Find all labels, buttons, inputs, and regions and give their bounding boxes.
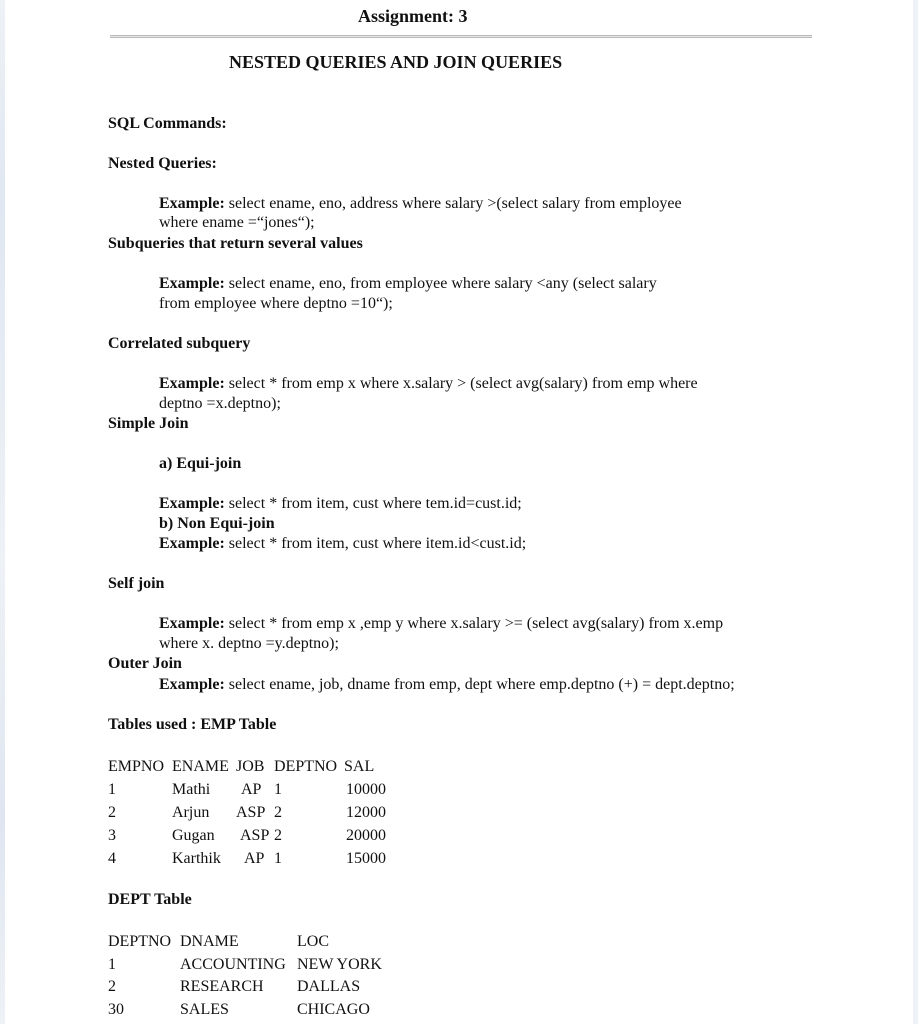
non-equi-join-heading: b) Non Equi-join: [159, 515, 275, 532]
page-edge-right: [913, 0, 918, 1024]
example-label: Example:: [159, 195, 225, 212]
emp-cell: 2: [108, 804, 116, 821]
non-equi-example: [159, 534, 526, 554]
example-label: Example:: [159, 495, 225, 512]
nested-example-line-2: where ename =“jones“);: [159, 214, 315, 231]
example-label: Example:: [159, 615, 225, 632]
non-equi-example-text: select * from item, cust where item.id<cust.id;: [224, 535, 527, 552]
dept-cell: DALLAS: [297, 978, 361, 995]
self-example-text: select * from emp x ,emp y where x.salary >= (select avg(salary) from x.emp: [224, 615, 724, 632]
emp-cell: 3: [108, 827, 116, 844]
emp-cell: 1: [274, 781, 282, 798]
emp-cell: 15000: [346, 850, 386, 867]
emp-cell: Arjun: [172, 804, 210, 821]
example-label: Example:: [159, 375, 225, 392]
dept-header-dname: DNAME: [180, 933, 239, 950]
example-label: Example:: [159, 275, 225, 292]
dept-cell: CHICAGO: [297, 1001, 370, 1018]
emp-cell: 2: [274, 804, 282, 821]
dept-cell: 2: [108, 978, 116, 995]
correlated-heading: Correlated subquery: [108, 335, 251, 352]
emp-cell: Karthik: [172, 850, 221, 867]
dept-cell: NEW YORK: [297, 956, 382, 973]
emp-header-sal: SAL: [344, 758, 375, 775]
sub-example-line-1: [159, 274, 657, 294]
emp-header-ename: ENAME: [172, 758, 229, 775]
emp-header-empno: EMPNO: [108, 758, 165, 775]
equi-example-text: select * from item, cust where tem.id=cust.id;: [224, 495, 522, 512]
emp-cell: ASP: [240, 827, 270, 844]
emp-cell: 4: [108, 850, 116, 867]
nested-queries-heading: Nested Queries:: [108, 155, 217, 172]
corr-example-line-1: [159, 374, 698, 394]
assignment-title: Assignment: 3: [358, 6, 468, 26]
title-divider: [110, 35, 812, 38]
emp-cell: Mathi: [172, 781, 211, 798]
dept-cell: ACCOUNTING: [180, 956, 286, 973]
emp-cell: 10000: [346, 781, 386, 798]
equi-example: [159, 494, 522, 514]
example-label: Example:: [159, 676, 225, 693]
subqueries-heading: Subqueries that return several values: [108, 235, 363, 252]
example-label: Example:: [159, 535, 225, 552]
dept-cell: 1: [108, 956, 116, 973]
nested-example-line-1: [159, 194, 682, 214]
emp-header-job: JOB: [236, 758, 265, 775]
emp-cell: 1: [274, 850, 282, 867]
page-edge-left: [0, 0, 5, 1024]
main-heading: NESTED QUERIES AND JOIN QUERIES: [229, 52, 563, 72]
emp-header-deptno: DEPTNO: [274, 758, 338, 775]
nested-example-text: select ename, eno, address where salary >(select salary from employee: [224, 195, 682, 212]
sub-example-line-2: from employee where deptno =10“);: [159, 295, 393, 312]
emp-cell: 20000: [346, 827, 386, 844]
corr-example-text: select * from emp x where x.salary > (select avg(salary) from emp where: [224, 375, 698, 392]
self-example-line-1: [159, 614, 723, 634]
self-join-heading: Self join: [108, 575, 165, 592]
outer-example-text: select ename, job, dname from emp, dept where emp.deptno (+) = dept.deptno;: [224, 676, 735, 693]
emp-cell: 1: [108, 781, 116, 798]
outer-example: [159, 675, 735, 695]
dept-cell: SALES: [180, 1001, 229, 1018]
emp-cell: Gugan: [172, 827, 215, 844]
dept-header-loc: LOC: [297, 933, 329, 950]
corr-example-line-2: deptno =x.deptno);: [159, 395, 281, 412]
emp-cell: 12000: [346, 804, 386, 821]
dept-table-heading: DEPT Table: [108, 891, 192, 908]
equi-join-heading: a) Equi-join: [159, 455, 242, 472]
emp-cell: AP: [244, 850, 265, 867]
sub-example-text: select ename, eno, from employee where salary <any (select salary: [224, 275, 657, 292]
emp-cell: ASP: [236, 804, 266, 821]
tables-used-heading: Tables used : EMP Table: [108, 716, 277, 733]
emp-cell: AP: [241, 781, 262, 798]
emp-cell: 2: [274, 827, 282, 844]
self-example-line-2: where x. deptno =y.deptno);: [159, 635, 339, 652]
dept-cell: 30: [108, 1001, 124, 1018]
simple-join-heading: Simple Join: [108, 415, 189, 432]
dept-header-deptno: DEPTNO: [108, 933, 172, 950]
sql-commands-heading: SQL Commands:: [108, 115, 227, 132]
outer-join-heading: Outer Join: [108, 655, 182, 672]
dept-cell: RESEARCH: [180, 978, 264, 995]
